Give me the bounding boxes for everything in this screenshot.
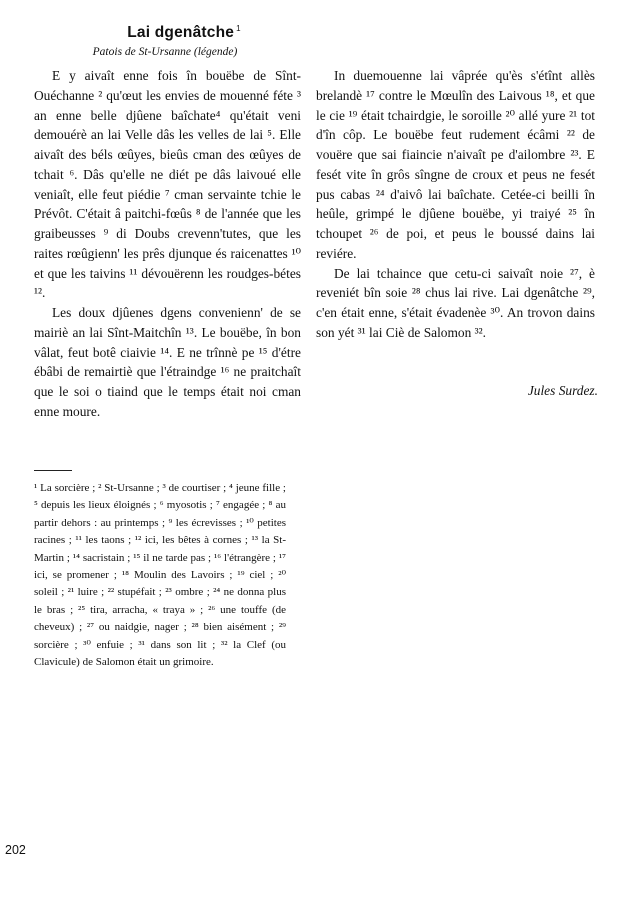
text-column-left: [34, 66, 301, 422]
page-number: 202: [5, 843, 26, 857]
author-signature: Jules Surdez.: [527, 383, 598, 398]
title-text: Lai dgenâtche: [127, 24, 235, 42]
paragraph: E y aivaît enne fois în bouëbe de Sînt-Ouéchanne ² qu'œut les envies de mouenné féte ³ an enne belle djûene baîchate⁴ qu'était veni demouérè an lai Velle dâs les velles de lai ⁵. Elle aivaît des béls œûyes, bieûs cman des œûyes de tchait ⁶. Dâs qu'elle ne diét pe dâs laivoué elle veniaît, elle feut piédie ⁷ cman servainte tchie le Prévôt. C'était â paitchi-fœûs ⁸ de l'année que les graibeusses ⁹ di Doubs crevenn'tutes, que les raites rœûgienn' les prês djunque és raicenattes ¹⁰ et que les taivins ¹¹ dévouërenn les roudges-bétes ¹².: [34, 68, 301, 301]
paragraph: Les doux djûenes dgens convenienn' de se mairiè an lai Sînt-Maitchîn ¹³. Le bouëbe, în bon vâlat, feut botê ciaivie ¹⁴. E ne trînnè pe ¹⁵ d'étre ébâbi de remairtiè que l'étraindge ¹⁶ ne praitchaît que le soi o tiaind que le temps était noi cman enne moure.: [34, 305, 301, 419]
text-column-right: [316, 66, 595, 343]
paragraph: De lai tchaince que cetu-ci saivaît noie ²⁷, è reveniét bîn soie ²⁸ chus lai rive. Lai dgenâtche ²⁹, c'en était enne, s'était évadenèe ³⁰. An trovon dains son yét ³¹ lai Ciè de Salomon ³².: [316, 265, 595, 340]
title-footnote-ref: 1: [236, 24, 241, 33]
paragraph: In duemouenne lai vâprée qu'ès s'étînt allès brelandè ¹⁷ contre le Mœulîn des Laivous ¹⁸, et que le cie ¹⁹ était tchairdgie, le soroille ²⁰ allé yure ²¹ tot d'în côp. Le bouëbe feut rudement écâmi ²² de vouëre que sai fiaincie n'aivaît pe d'ailombre ²³. E fesét vite în grôs sîngne de croux et peus ne fesét pus cabas ²⁴ d'aivô lai baîchate. Cetée-ci beilli în heûle, grimpé le djûene bouëbe, yi traiyé ²⁵ în tchoupet ²⁶ de poi, et peus le boussé dains lai reviére.: [316, 68, 595, 261]
page-subtitle: Patois de St-Ursanne (légende): [92, 46, 238, 58]
footnotes: ¹ La sorcière ; ² St-Ursanne ; ³ de courtiser ; ⁴ jeune fille ; ⁵ depuis les lieux éloignés ; ⁶ myosotis ; ⁷ engagée ; ⁸ au partir dehors : au printemps ; ⁹ les écrevisses ; ¹⁰ petites racines ; ¹¹ les taons ; ¹² ici, les bêtes à cornes ; ¹³ la St-Martin ; ¹⁴ sacristain ; ¹⁵ il ne tarde pas ; ¹⁶ l'étrangère ; ¹⁷ ici, se promener ; ¹⁸ Moulin des Lavoirs ; ¹⁹ ciel ; ²⁰ soleil ; ²¹ luire ; ²² stupéfait ; ²³ ombre ; ²⁴ ne donna plus le bras ; ²⁵ tira, arracha, « traya » ; ²⁶ une touffe (de cheveux) ; ²⁷ ou naidgie, nager ; ²⁸ bien aisément ; ²⁹ sorcière ; ³⁰ enfuie ; ³¹ dans son lit ; ³² la Clef (ou Clavicule) de Salomon était un grimoire.: [34, 482, 286, 669]
footnote-divider: [34, 470, 72, 471]
page-title: [84, 24, 284, 42]
